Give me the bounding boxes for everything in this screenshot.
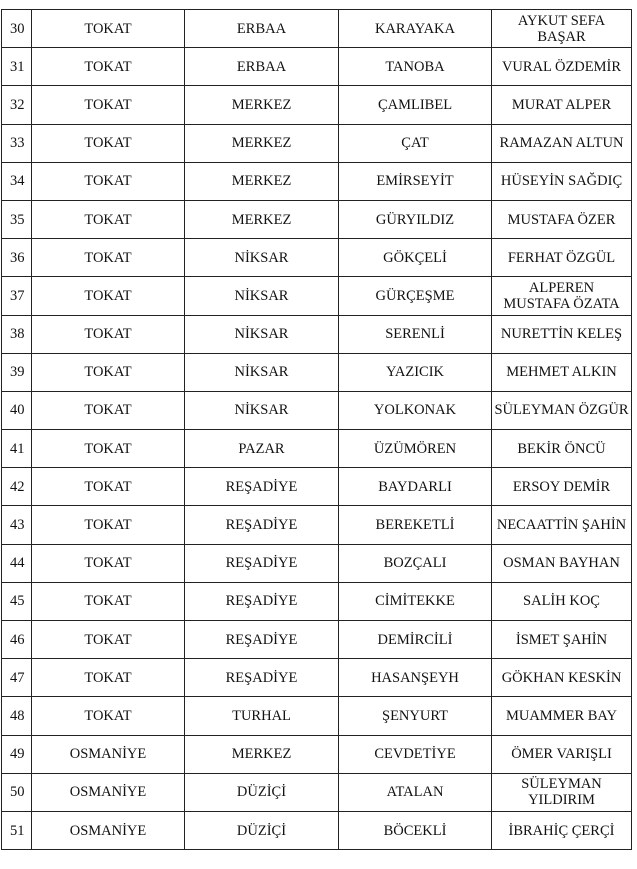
name-cell: ALPEREN MUSTAFA ÖZATA bbox=[492, 277, 632, 315]
table-row bbox=[2, 811, 632, 849]
province-cell: TOKAT bbox=[32, 48, 185, 86]
name-cell: MURAT ALPER bbox=[492, 86, 632, 124]
village-cell: YAZICIK bbox=[339, 353, 492, 391]
district-cell: DÜZİÇİ bbox=[185, 773, 339, 811]
province-cell: TOKAT bbox=[32, 353, 185, 391]
name-cell: BEKİR ÖNCÜ bbox=[492, 430, 632, 468]
district-cell: NİKSAR bbox=[185, 239, 339, 277]
name-cell: GÖKHAN KESKİN bbox=[492, 659, 632, 697]
village-cell: CEVDETİYE bbox=[339, 735, 492, 773]
name-cell: FERHAT ÖZGÜL bbox=[492, 239, 632, 277]
village-cell: EMİRSEYİT bbox=[339, 162, 492, 200]
district-cell: REŞADİYE bbox=[185, 621, 339, 659]
province-cell: TOKAT bbox=[32, 430, 185, 468]
province-cell: TOKAT bbox=[32, 200, 185, 238]
table-row bbox=[2, 124, 632, 162]
village-cell: ÜZÜMÖREN bbox=[339, 430, 492, 468]
name-cell: HÜSEYİN SAĞDIÇ bbox=[492, 162, 632, 200]
district-cell: REŞADİYE bbox=[185, 659, 339, 697]
district-cell: REŞADİYE bbox=[185, 544, 339, 582]
district-cell: REŞADİYE bbox=[185, 506, 339, 544]
province-cell: TOKAT bbox=[32, 468, 185, 506]
table-row bbox=[2, 200, 632, 238]
province-cell: TOKAT bbox=[32, 277, 185, 315]
village-cell: ÇAMLIBEL bbox=[339, 86, 492, 124]
table-row bbox=[2, 239, 632, 277]
province-cell: TOKAT bbox=[32, 621, 185, 659]
table-row bbox=[2, 544, 632, 582]
table-row bbox=[2, 86, 632, 124]
province-cell: TOKAT bbox=[32, 162, 185, 200]
name-cell: SALİH KOÇ bbox=[492, 582, 632, 620]
name-cell: OSMAN BAYHAN bbox=[492, 544, 632, 582]
name-cell: AYKUT SEFA BAŞAR bbox=[492, 10, 632, 48]
document-table-container bbox=[0, 9, 633, 850]
province-cell: TOKAT bbox=[32, 391, 185, 429]
name-cell: ERSOY DEMİR bbox=[492, 468, 632, 506]
table-row bbox=[2, 10, 632, 48]
row-number: 42 bbox=[2, 468, 32, 506]
province-cell: TOKAT bbox=[32, 697, 185, 735]
province-cell: TOKAT bbox=[32, 544, 185, 582]
district-cell: MERKEZ bbox=[185, 162, 339, 200]
village-cell: BOZÇALI bbox=[339, 544, 492, 582]
row-number: 48 bbox=[2, 697, 32, 735]
table-row bbox=[2, 48, 632, 86]
name-cell: ÖMER VARIŞLI bbox=[492, 735, 632, 773]
name-cell: MUAMMER BAY bbox=[492, 697, 632, 735]
province-cell: TOKAT bbox=[32, 239, 185, 277]
district-cell: TURHAL bbox=[185, 697, 339, 735]
village-headman-table bbox=[1, 9, 632, 850]
province-cell: TOKAT bbox=[32, 124, 185, 162]
district-cell: REŞADİYE bbox=[185, 582, 339, 620]
table-row bbox=[2, 735, 632, 773]
table-row bbox=[2, 506, 632, 544]
name-cell: SÜLEYMAN YILDIRIM bbox=[492, 773, 632, 811]
name-cell: MEHMET ALKIN bbox=[492, 353, 632, 391]
row-number: 50 bbox=[2, 773, 32, 811]
district-cell: MERKEZ bbox=[185, 200, 339, 238]
table-row bbox=[2, 621, 632, 659]
table-body bbox=[2, 10, 632, 850]
name-cell: SÜLEYMAN ÖZGÜR bbox=[492, 391, 632, 429]
table-row bbox=[2, 391, 632, 429]
village-cell: YOLKONAK bbox=[339, 391, 492, 429]
village-cell: GÜRÇEŞME bbox=[339, 277, 492, 315]
row-number: 43 bbox=[2, 506, 32, 544]
row-number: 39 bbox=[2, 353, 32, 391]
row-number: 33 bbox=[2, 124, 32, 162]
district-cell: NİKSAR bbox=[185, 391, 339, 429]
province-cell: OSMANİYE bbox=[32, 735, 185, 773]
name-cell: İSMET ŞAHİN bbox=[492, 621, 632, 659]
row-number: 34 bbox=[2, 162, 32, 200]
name-cell: NECAATTİN ŞAHİN bbox=[492, 506, 632, 544]
row-number: 45 bbox=[2, 582, 32, 620]
province-cell: TOKAT bbox=[32, 659, 185, 697]
row-number: 31 bbox=[2, 48, 32, 86]
district-cell: ERBAA bbox=[185, 10, 339, 48]
village-cell: SERENLİ bbox=[339, 315, 492, 353]
row-number: 49 bbox=[2, 735, 32, 773]
province-cell: OSMANİYE bbox=[32, 773, 185, 811]
row-number: 46 bbox=[2, 621, 32, 659]
row-number: 37 bbox=[2, 277, 32, 315]
row-number: 47 bbox=[2, 659, 32, 697]
row-number: 35 bbox=[2, 200, 32, 238]
name-cell: NURETTİN KELEŞ bbox=[492, 315, 632, 353]
village-cell: ÇAT bbox=[339, 124, 492, 162]
province-cell: TOKAT bbox=[32, 315, 185, 353]
table-row bbox=[2, 277, 632, 315]
table-row bbox=[2, 315, 632, 353]
province-cell: TOKAT bbox=[32, 506, 185, 544]
row-number: 30 bbox=[2, 10, 32, 48]
district-cell: NİKSAR bbox=[185, 277, 339, 315]
village-cell: BAYDARLI bbox=[339, 468, 492, 506]
district-cell: REŞADİYE bbox=[185, 468, 339, 506]
village-cell: DEMİRCİLİ bbox=[339, 621, 492, 659]
village-cell: GÖKÇELİ bbox=[339, 239, 492, 277]
name-cell: RAMAZAN ALTUN bbox=[492, 124, 632, 162]
table-row bbox=[2, 162, 632, 200]
village-cell: CİMİTEKKE bbox=[339, 582, 492, 620]
row-number: 51 bbox=[2, 811, 32, 849]
village-cell: HASANŞEYH bbox=[339, 659, 492, 697]
district-cell: MERKEZ bbox=[185, 86, 339, 124]
table-row bbox=[2, 468, 632, 506]
village-cell: ATALAN bbox=[339, 773, 492, 811]
row-number: 40 bbox=[2, 391, 32, 429]
district-cell: PAZAR bbox=[185, 430, 339, 468]
table-row bbox=[2, 582, 632, 620]
district-cell: MERKEZ bbox=[185, 735, 339, 773]
village-cell: ŞENYURT bbox=[339, 697, 492, 735]
village-cell: BÖCEKLİ bbox=[339, 811, 492, 849]
district-cell: NİKSAR bbox=[185, 315, 339, 353]
district-cell: ERBAA bbox=[185, 48, 339, 86]
district-cell: DÜZİÇİ bbox=[185, 811, 339, 849]
village-cell: BEREKETLİ bbox=[339, 506, 492, 544]
province-cell: TOKAT bbox=[32, 582, 185, 620]
name-cell: İBRAHİÇ ÇERÇİ bbox=[492, 811, 632, 849]
district-cell: MERKEZ bbox=[185, 124, 339, 162]
district-cell: NİKSAR bbox=[185, 353, 339, 391]
row-number: 38 bbox=[2, 315, 32, 353]
name-cell: VURAL ÖZDEMİR bbox=[492, 48, 632, 86]
row-number: 44 bbox=[2, 544, 32, 582]
name-cell: MUSTAFA ÖZER bbox=[492, 200, 632, 238]
table-row bbox=[2, 697, 632, 735]
table-row bbox=[2, 353, 632, 391]
village-cell: TANOBA bbox=[339, 48, 492, 86]
village-cell: KARAYAKA bbox=[339, 10, 492, 48]
row-number: 36 bbox=[2, 239, 32, 277]
row-number: 32 bbox=[2, 86, 32, 124]
table-row bbox=[2, 773, 632, 811]
province-cell: OSMANİYE bbox=[32, 811, 185, 849]
table-row bbox=[2, 430, 632, 468]
province-cell: TOKAT bbox=[32, 10, 185, 48]
village-cell: GÜRYILDIZ bbox=[339, 200, 492, 238]
province-cell: TOKAT bbox=[32, 86, 185, 124]
table-row bbox=[2, 659, 632, 697]
row-number: 41 bbox=[2, 430, 32, 468]
